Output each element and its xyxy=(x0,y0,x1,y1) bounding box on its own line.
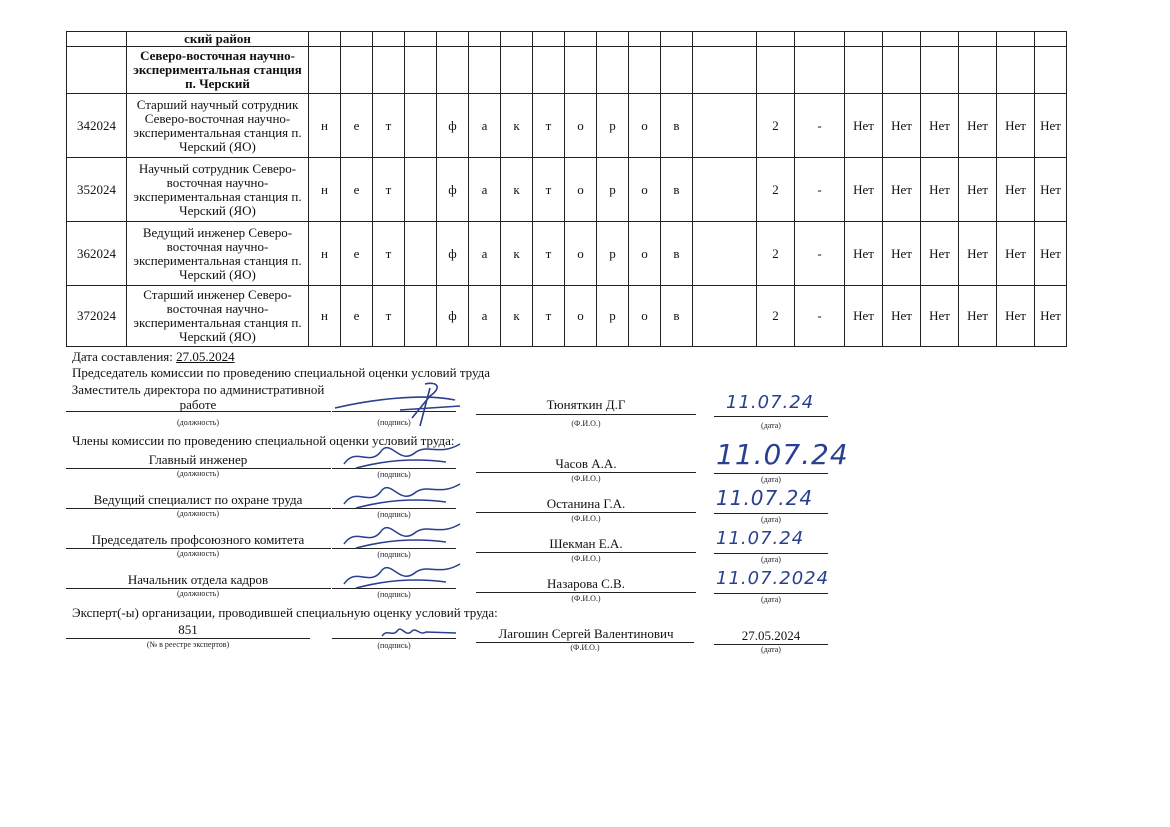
row-letter: а xyxy=(469,286,501,347)
row-letter: т xyxy=(373,222,405,286)
chair-date-caption: (дата) xyxy=(761,421,781,430)
member-fio-caption: (Ф.И.О.) xyxy=(571,594,601,603)
row-letter: о xyxy=(565,222,597,286)
row-flag: Нет xyxy=(883,94,921,158)
row-letter: р xyxy=(597,158,629,222)
row-letter: ф xyxy=(437,158,469,222)
expert-signature-caption: (подпись) xyxy=(377,641,411,650)
row-letter: о xyxy=(629,158,661,222)
expert-date-caption: (дата) xyxy=(761,645,781,654)
row-dash: - xyxy=(795,94,845,158)
chair-position-caption: (должность) xyxy=(177,418,219,427)
row-flag: Нет xyxy=(921,158,959,222)
row-count: 2 xyxy=(757,286,795,347)
chair-fio-caption: (Ф.И.О.) xyxy=(571,419,601,428)
district-cell: ский район xyxy=(127,32,309,47)
row-letter: а xyxy=(469,94,501,158)
row-letter: к xyxy=(501,94,533,158)
row-letter: в xyxy=(661,94,693,158)
row-letter: о xyxy=(565,286,597,347)
row-letter: в xyxy=(661,286,693,347)
expert-date: 27.05.2024 xyxy=(741,628,801,643)
row-code: 362024 xyxy=(67,222,127,286)
row-count: 2 xyxy=(757,222,795,286)
expert-name: Лагошин Сергей Валентинович xyxy=(498,626,674,641)
row-blank xyxy=(693,158,757,222)
row-letter: к xyxy=(501,222,533,286)
member-signature-caption: (подпись) xyxy=(377,470,411,479)
row-flag: Нет xyxy=(883,222,921,286)
member-date-handwritten: 11.07.24 xyxy=(716,486,814,510)
member-position: Ведущий специалист по охране труда xyxy=(93,492,303,507)
expert-signature xyxy=(380,622,460,644)
row-blank xyxy=(693,222,757,286)
row-letter: а xyxy=(469,222,501,286)
row-position: Научный сотрудник Северо-восточная научно-экспериментальная станция п. Черский (ЯО) xyxy=(127,158,309,222)
member-fio-caption: (Ф.И.О.) xyxy=(571,474,601,483)
row-flag: Нет xyxy=(959,222,997,286)
compiled-label: Дата составления: xyxy=(72,349,173,364)
row-code: 372024 xyxy=(67,286,127,347)
row-flag: Нет xyxy=(845,286,883,347)
row-letter: н xyxy=(309,286,341,347)
group-title-cell: Северо-восточная научно-экспериментальная станция п. Черский xyxy=(127,47,309,94)
row-letter: ф xyxy=(437,286,469,347)
row-position: Старший научный сотрудник Северо-восточная научно-экспериментальная станция п. Черский (ЯО) xyxy=(127,94,309,158)
row-flag: Нет xyxy=(1035,222,1067,286)
chair-heading: Председатель комиссии по проведению специальной оценки условий труда xyxy=(72,365,491,380)
row-flag: Нет xyxy=(921,222,959,286)
compiled-date: 27.05.2024 xyxy=(176,349,235,364)
member-position-caption: (должность) xyxy=(177,469,219,478)
row-letter xyxy=(405,94,437,158)
row-letter: р xyxy=(597,222,629,286)
table-row xyxy=(67,158,1067,222)
row-letter: е xyxy=(341,286,373,347)
member-position: Главный инженер xyxy=(148,452,248,467)
row-letter: к xyxy=(501,286,533,347)
row-letter: н xyxy=(309,94,341,158)
member-signature-caption: (подпись) xyxy=(377,510,411,519)
table-row xyxy=(67,286,1067,347)
member-signature xyxy=(336,438,466,474)
row-letter: ф xyxy=(437,222,469,286)
row-flag: Нет xyxy=(845,222,883,286)
row-dash: - xyxy=(795,222,845,286)
row-position: Ведущий инженер Северо-восточная научно-экспериментальная станция п. Черский (ЯО) xyxy=(127,222,309,286)
table-row xyxy=(67,222,1067,286)
member-date-handwritten: 11.07.2024 xyxy=(716,568,830,589)
row-letter: к xyxy=(501,158,533,222)
row-letter: р xyxy=(597,94,629,158)
row-flag: Нет xyxy=(845,158,883,222)
member-date-caption: (дата) xyxy=(761,475,781,484)
row-count: 2 xyxy=(757,158,795,222)
chair-signature xyxy=(330,378,470,438)
row-letter: н xyxy=(309,158,341,222)
expert-registry-caption: (№ в реестре экспертов) xyxy=(146,640,230,649)
member-date-caption: (дата) xyxy=(761,515,781,524)
row-flag: Нет xyxy=(997,158,1035,222)
member-signature xyxy=(336,478,466,514)
members-heading: Члены комиссии по проведению специальной оценки условий труда: xyxy=(72,433,455,448)
row-letter: в xyxy=(661,158,693,222)
member-date-handwritten: 11.07.24 xyxy=(716,438,849,471)
row-blank xyxy=(693,286,757,347)
expert-registry-number: 851 xyxy=(178,622,198,637)
row-blank xyxy=(693,94,757,158)
member-name: Часов А.А. xyxy=(555,456,617,471)
chair-signature-caption: (подпись) xyxy=(377,418,411,427)
row-flag: Нет xyxy=(997,286,1035,347)
row-letter xyxy=(405,222,437,286)
table-header-row xyxy=(67,32,1067,47)
row-dash: - xyxy=(795,158,845,222)
row-flag: Нет xyxy=(921,94,959,158)
member-position: Начальник отдела кадров xyxy=(127,572,269,587)
member-date-caption: (дата) xyxy=(761,555,781,564)
row-flag: Нет xyxy=(959,94,997,158)
table-group-row xyxy=(67,47,1067,94)
table-row xyxy=(67,94,1067,158)
assessment-table xyxy=(66,31,1067,347)
member-position-caption: (должность) xyxy=(177,589,219,598)
row-flag: Нет xyxy=(845,94,883,158)
row-code: 342024 xyxy=(67,94,127,158)
row-flag: Нет xyxy=(883,286,921,347)
row-letter: о xyxy=(629,94,661,158)
row-letter: е xyxy=(341,158,373,222)
member-signature-caption: (подпись) xyxy=(377,590,411,599)
member-name: Шекман Е.А. xyxy=(549,536,623,551)
chair-date-handwritten: 11.07.24 xyxy=(726,392,815,413)
row-letter: е xyxy=(341,222,373,286)
row-flag: Нет xyxy=(959,158,997,222)
row-letter: т xyxy=(533,286,565,347)
member-position-caption: (должность) xyxy=(177,509,219,518)
row-letter: е xyxy=(341,94,373,158)
row-letter xyxy=(405,158,437,222)
row-position: Старший инженер Северо-восточная научно-экспериментальная станция п. Черский (ЯО) xyxy=(127,286,309,347)
row-letter: ф xyxy=(437,94,469,158)
row-letter: т xyxy=(533,158,565,222)
member-position: Председатель профсоюзного комитета xyxy=(91,532,305,547)
row-code: 352024 xyxy=(67,158,127,222)
chair-position: Заместитель директора по административной работе xyxy=(71,382,325,412)
row-letter: о xyxy=(629,222,661,286)
row-letter: в xyxy=(661,222,693,286)
member-date-handwritten: 11.07.24 xyxy=(716,528,805,549)
row-dash: - xyxy=(795,286,845,347)
row-letter: т xyxy=(373,286,405,347)
expert-fio-caption: (Ф.И.О.) xyxy=(570,643,600,652)
row-flag: Нет xyxy=(1035,158,1067,222)
row-letter: т xyxy=(373,158,405,222)
member-fio-caption: (Ф.И.О.) xyxy=(571,514,601,523)
row-flag: Нет xyxy=(883,158,921,222)
compiled-line xyxy=(72,350,235,364)
member-signature xyxy=(336,558,466,594)
member-name: Назарова С.В. xyxy=(547,576,625,591)
row-letter: н xyxy=(309,222,341,286)
row-letter: о xyxy=(565,94,597,158)
row-flag: Нет xyxy=(997,94,1035,158)
row-flag: Нет xyxy=(997,222,1035,286)
row-letter: р xyxy=(597,286,629,347)
row-letter: а xyxy=(469,158,501,222)
row-count: 2 xyxy=(757,94,795,158)
row-letter: о xyxy=(565,158,597,222)
member-signature xyxy=(336,518,466,554)
row-flag: Нет xyxy=(959,286,997,347)
expert-heading: Эксперт(-ы) организации, проводившей специальную оценку условий труда: xyxy=(72,605,498,620)
row-flag: Нет xyxy=(1035,94,1067,158)
row-letter xyxy=(405,286,437,347)
row-flag: Нет xyxy=(1035,286,1067,347)
row-letter: т xyxy=(533,94,565,158)
member-name: Останина Г.А. xyxy=(546,496,626,511)
member-fio-caption: (Ф.И.О.) xyxy=(571,554,601,563)
row-letter: о xyxy=(629,286,661,347)
row-flag: Нет xyxy=(921,286,959,347)
row-letter: т xyxy=(533,222,565,286)
chair-name: Тюняткин Д.Г xyxy=(546,397,626,412)
member-date-caption: (дата) xyxy=(761,595,781,604)
member-signature-caption: (подпись) xyxy=(377,550,411,559)
row-letter: т xyxy=(373,94,405,158)
member-position-caption: (должность) xyxy=(177,549,219,558)
